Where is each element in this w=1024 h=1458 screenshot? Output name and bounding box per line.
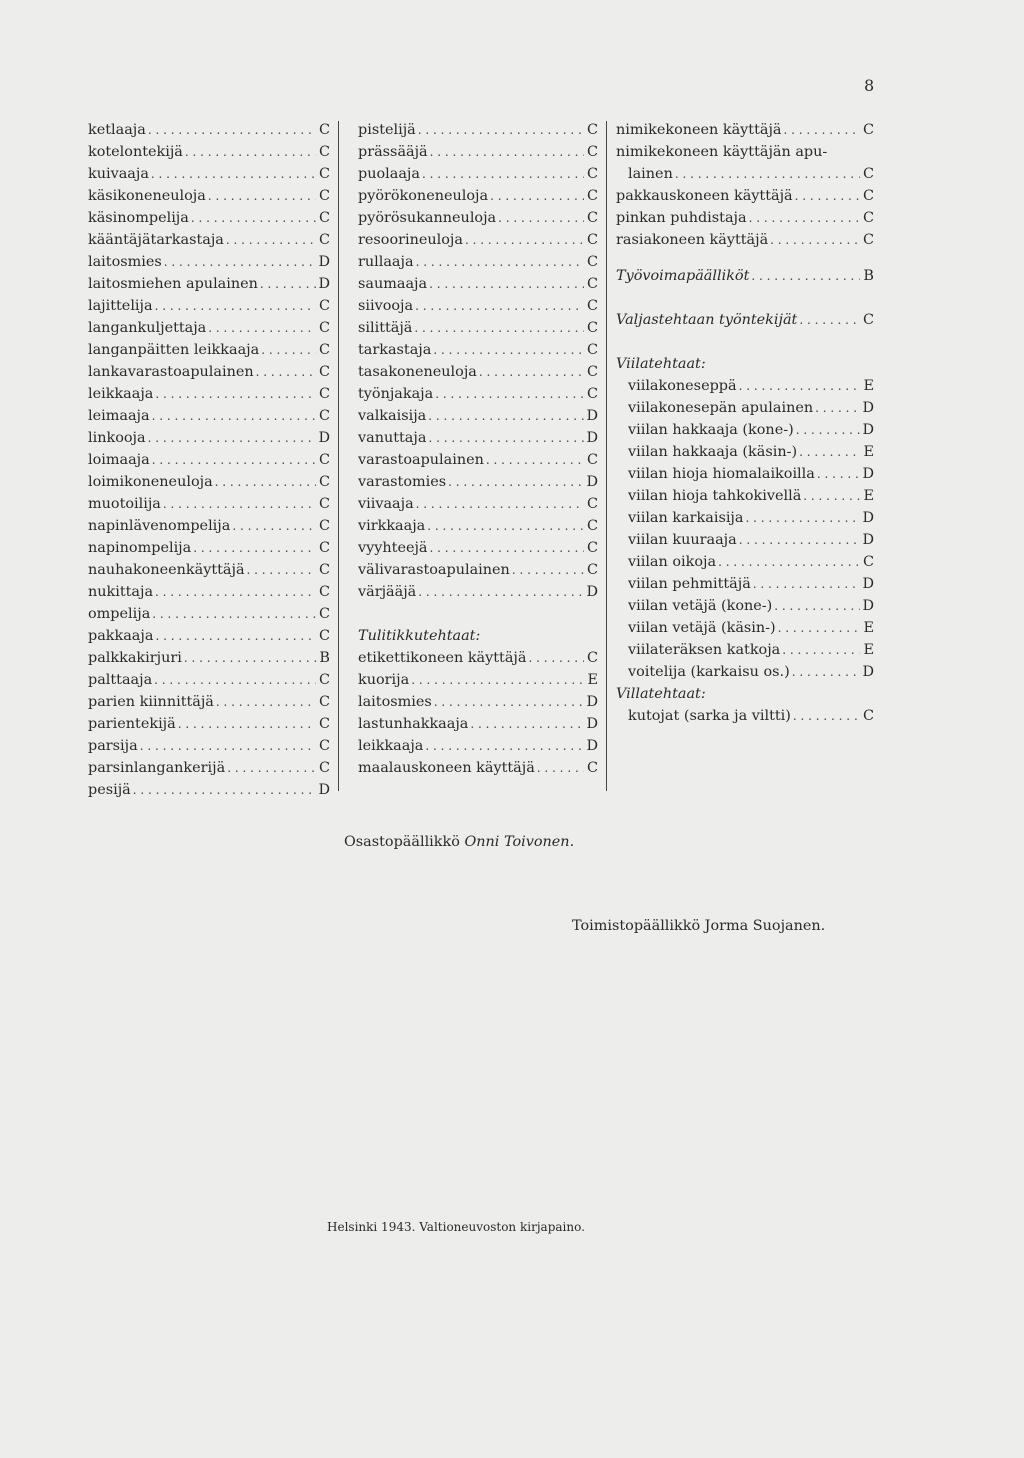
item-name: pakkaaja xyxy=(88,628,154,644)
item-grade: D xyxy=(586,716,598,732)
item-name: langankuljettaja xyxy=(88,320,207,336)
item-grade: D xyxy=(862,422,874,438)
column-2 xyxy=(358,119,598,779)
list-item xyxy=(88,383,330,405)
item-name: viilan oikoja xyxy=(628,554,717,570)
item-grade: C xyxy=(586,188,598,204)
list-item xyxy=(358,207,598,229)
list-item xyxy=(616,185,874,207)
list-item xyxy=(88,559,330,581)
item-grade: D xyxy=(318,782,330,798)
item-name: palttaaja xyxy=(88,672,153,688)
item-name: käsinompelija xyxy=(88,210,189,226)
item-grade: C xyxy=(586,518,598,534)
list-item xyxy=(88,361,330,383)
list-item xyxy=(88,405,330,427)
item-name: viilakonesepän apulainen xyxy=(628,400,814,416)
item-name: ompelija xyxy=(88,606,151,622)
list-item xyxy=(628,551,874,573)
item-name: ketlaaja xyxy=(88,122,146,138)
item-name: kutojat (sarka ja viltti) xyxy=(628,708,791,724)
item-name: loimaaja xyxy=(88,452,150,468)
item-grade: C xyxy=(318,584,330,600)
item-grade: C xyxy=(586,364,598,380)
list-item xyxy=(88,625,330,647)
item-name: loimikoneneuloja xyxy=(88,474,213,490)
item-grade: C xyxy=(318,738,330,754)
item-name: viilateräksen katkoja xyxy=(628,642,781,658)
item-name: napinlävenompelija xyxy=(88,518,231,534)
list-item xyxy=(628,419,874,441)
item-name: varastoapulainen xyxy=(358,452,484,468)
list-item xyxy=(88,515,330,537)
item-name: linkooja xyxy=(88,430,146,446)
item-name: maalauskoneen käyttäjä xyxy=(358,760,535,776)
item-name: nimikekoneen käyttäjän apu- xyxy=(616,144,828,160)
list-item xyxy=(358,713,598,735)
item-name: viilan karkaisija xyxy=(628,510,744,526)
item-grade: C xyxy=(318,540,330,556)
item-grade: C xyxy=(862,188,874,204)
item-grade: C xyxy=(586,254,598,270)
item-name: lainen xyxy=(628,166,673,182)
item-grade: C xyxy=(318,694,330,710)
item-grade: D xyxy=(862,576,874,592)
list-item xyxy=(88,317,330,339)
item-name: etikettikoneen käyttäjä xyxy=(358,650,527,666)
list-item xyxy=(88,207,330,229)
item-name: vyyhteejä xyxy=(358,540,428,556)
item-grade: C xyxy=(318,716,330,732)
list-item xyxy=(88,251,330,273)
list-item xyxy=(88,537,330,559)
section-heading-viilatehtaat: Viilatehtaat: xyxy=(616,356,706,372)
list-item xyxy=(616,163,874,185)
item-grade: E xyxy=(863,378,874,394)
item-grade: C xyxy=(586,496,598,512)
item-grade: C xyxy=(318,562,330,578)
item-grade: E xyxy=(863,488,874,504)
list-item xyxy=(616,141,874,163)
list-item-tyovoimapaallikot xyxy=(616,265,874,287)
item-name: välivarastoapulainen xyxy=(358,562,510,578)
item-name: nukittaja xyxy=(88,584,154,600)
item-name: viilan vetäjä (käsin-) xyxy=(628,620,776,636)
item-name: laitosmiehen apulainen xyxy=(88,276,258,292)
list-item xyxy=(358,185,598,207)
item-name: pistelijä xyxy=(358,122,416,138)
item-grade: C xyxy=(586,276,598,292)
list-item xyxy=(358,361,598,383)
column-divider xyxy=(338,121,339,791)
list-item xyxy=(88,427,330,449)
page-number: 8 xyxy=(864,76,875,95)
list-item xyxy=(616,229,874,251)
item-grade: C xyxy=(862,554,874,570)
item-grade: E xyxy=(587,672,598,688)
list-item xyxy=(628,441,874,463)
item-name: pakkauskoneen käyttäjä xyxy=(616,188,793,204)
item-name: parsinlangankerijä xyxy=(88,760,226,776)
item-grade: C xyxy=(318,386,330,402)
item-name: leikkaaja xyxy=(88,386,154,402)
list-item xyxy=(616,119,874,141)
list-item xyxy=(628,397,874,419)
item-grade: C xyxy=(586,232,598,248)
item-name: palkkakirjuri xyxy=(88,650,182,666)
item-grade: C xyxy=(318,496,330,512)
list-item xyxy=(358,229,598,251)
item-grade: C xyxy=(862,312,874,328)
item-grade: D xyxy=(586,408,598,424)
item-name: nauhakoneenkäyttäjä xyxy=(88,562,245,578)
list-item xyxy=(88,185,330,207)
list-item xyxy=(358,537,598,559)
item-name: viilan pehmittäjä xyxy=(628,576,751,592)
list-item xyxy=(358,559,598,581)
list-item xyxy=(88,229,330,251)
item-name: viilan hakkaaja (kone-) xyxy=(628,422,794,438)
item-grade: C xyxy=(318,298,330,314)
item-grade: C xyxy=(862,210,874,226)
list-item xyxy=(88,713,330,735)
item-grade: D xyxy=(586,584,598,600)
list-item xyxy=(358,647,598,669)
printer-footer: Helsinki 1943. Valtioneuvoston kirjapaino. xyxy=(327,1220,585,1234)
item-grade: C xyxy=(318,232,330,248)
item-grade: C xyxy=(318,210,330,226)
villatehtaat-list xyxy=(616,705,874,727)
list-item xyxy=(88,339,330,361)
list-item xyxy=(358,471,598,493)
item-name: leikkaaja xyxy=(358,738,424,754)
list-item xyxy=(88,735,330,757)
section-heading-tulitikkutehtaat: Tulitikkutehtaat: xyxy=(358,628,481,644)
item-grade: C xyxy=(862,708,874,724)
list-item xyxy=(358,163,598,185)
list-item xyxy=(88,273,330,295)
item-name: värjääjä xyxy=(358,584,417,600)
list-item xyxy=(628,529,874,551)
list-item xyxy=(88,691,330,713)
list-item xyxy=(88,493,330,515)
item-grade: C xyxy=(318,320,330,336)
item-grade: C xyxy=(586,144,598,160)
item-name: pesijä xyxy=(88,782,131,798)
item-name: nimikekoneen käyttäjä xyxy=(616,122,782,138)
signature-toimistopaallikko: Toimistopäällikkö Jorma Suojanen. xyxy=(572,918,826,934)
list-item xyxy=(358,515,598,537)
item-grade: C xyxy=(586,342,598,358)
item-name: rullaaja xyxy=(358,254,414,270)
item-name: kuivaaja xyxy=(88,166,149,182)
tulitikkutehtaat-list xyxy=(358,647,598,779)
section-heading-villatehtaat: Villatehtaat: xyxy=(616,686,706,702)
list-item xyxy=(88,779,330,801)
list-item xyxy=(628,463,874,485)
list-item xyxy=(88,119,330,141)
item-grade: C xyxy=(586,562,598,578)
item-grade: C xyxy=(586,540,598,556)
list-item xyxy=(358,141,598,163)
list-item xyxy=(358,427,598,449)
column-3 xyxy=(616,119,874,727)
item-grade: D xyxy=(862,664,874,680)
item-name: viilan hioja hiomalaikoilla xyxy=(628,466,815,482)
item-grade: C xyxy=(318,166,330,182)
list-item xyxy=(358,735,598,757)
list-item xyxy=(358,383,598,405)
item-grade: C xyxy=(318,760,330,776)
item-grade: D xyxy=(862,510,874,526)
item-grade: C xyxy=(318,452,330,468)
item-name: muotoilija xyxy=(88,496,161,512)
item-name: laitosmies xyxy=(88,254,162,270)
item-name: rasiakoneen käyttäjä xyxy=(616,232,769,248)
list-item-valjastehtaan xyxy=(616,309,874,331)
list-item xyxy=(88,647,330,669)
list-item xyxy=(88,581,330,603)
list-item xyxy=(88,471,330,493)
column-divider xyxy=(606,121,607,791)
item-grade: C xyxy=(586,166,598,182)
item-name: viilan hakkaaja (käsin-) xyxy=(628,444,798,460)
item-grade: C xyxy=(318,342,330,358)
viilatehtaat-list xyxy=(616,375,874,683)
item-name: Työvoimapäälliköt xyxy=(616,268,750,284)
item-grade: C xyxy=(318,364,330,380)
list-item xyxy=(88,163,330,185)
list-item xyxy=(628,705,874,727)
item-name: pyörösukanneuloja xyxy=(358,210,497,226)
list-item xyxy=(628,617,874,639)
item-grade: C xyxy=(586,452,598,468)
list-item xyxy=(88,449,330,471)
item-grade: D xyxy=(318,276,330,292)
item-name: napinompelija xyxy=(88,540,192,556)
item-name: lajittelija xyxy=(88,298,153,314)
list-item xyxy=(358,119,598,141)
item-grade: C xyxy=(318,628,330,644)
list-item xyxy=(88,295,330,317)
list-item xyxy=(358,273,598,295)
signature-osastopaallikko: Osastopäällikkö Onni Toivonen. xyxy=(344,834,575,850)
list-item xyxy=(616,207,874,229)
item-name: leimaaja xyxy=(88,408,150,424)
item-name: viilan hioja tahkokivellä xyxy=(628,488,802,504)
item-grade: C xyxy=(862,232,874,248)
list-item xyxy=(88,757,330,779)
item-name: tasakoneneuloja xyxy=(358,364,477,380)
list-item xyxy=(88,141,330,163)
item-name: parientekijä xyxy=(88,716,176,732)
column-1 xyxy=(88,119,330,801)
list-item xyxy=(628,375,874,397)
item-name: resoorineuloja xyxy=(358,232,463,248)
item-grade: E xyxy=(863,642,874,658)
column-2-list xyxy=(358,119,598,603)
item-name: työnjakaja xyxy=(358,386,434,402)
item-grade: C xyxy=(586,320,598,336)
item-grade: C xyxy=(318,606,330,622)
list-item xyxy=(358,757,598,779)
list-item xyxy=(358,581,598,603)
item-grade: C xyxy=(318,672,330,688)
item-name: kuorija xyxy=(358,672,410,688)
item-name: parien kiinnittäjä xyxy=(88,694,214,710)
item-grade: B xyxy=(863,268,874,284)
item-grade: C xyxy=(586,386,598,402)
list-item xyxy=(358,251,598,273)
item-name: viivaaja xyxy=(358,496,414,512)
list-item xyxy=(358,493,598,515)
item-name: pyörökoneneuloja xyxy=(358,188,489,204)
item-name: virkkaaja xyxy=(358,518,426,534)
list-item xyxy=(628,507,874,529)
item-grade: C xyxy=(318,474,330,490)
item-grade: C xyxy=(318,122,330,138)
item-name: Valjastehtaan työntekijät xyxy=(616,312,798,328)
list-item xyxy=(358,449,598,471)
item-name: viilan kuuraaja xyxy=(628,532,737,548)
list-item xyxy=(628,661,874,683)
item-grade: D xyxy=(318,254,330,270)
list-item xyxy=(358,317,598,339)
item-grade: C xyxy=(586,650,598,666)
list-item xyxy=(358,295,598,317)
item-grade: D xyxy=(586,430,598,446)
item-name: silittäjä xyxy=(358,320,413,336)
item-name: voitelija (karkaisu os.) xyxy=(628,664,790,680)
item-name: kotelontekijä xyxy=(88,144,183,160)
item-grade: D xyxy=(862,598,874,614)
item-grade: C xyxy=(318,408,330,424)
list-item xyxy=(358,405,598,427)
list-item xyxy=(358,339,598,361)
item-grade: C xyxy=(586,210,598,226)
list-item xyxy=(628,639,874,661)
item-grade: D xyxy=(862,532,874,548)
item-name: langanpäitten leikkaaja xyxy=(88,342,260,358)
item-grade: C xyxy=(318,144,330,160)
item-name: parsija xyxy=(88,738,138,754)
item-name: kääntäjätarkastaja xyxy=(88,232,224,248)
item-name: pinkan puhdistaja xyxy=(616,210,747,226)
item-grade: C xyxy=(862,166,874,182)
item-grade: D xyxy=(862,400,874,416)
signature-name: Onni Toivonen. xyxy=(464,834,575,850)
item-grade: C xyxy=(586,298,598,314)
item-grade: D xyxy=(862,466,874,482)
list-item xyxy=(358,691,598,713)
item-grade: E xyxy=(863,444,874,460)
list-item xyxy=(88,603,330,625)
list-item xyxy=(628,595,874,617)
item-name: laitosmies xyxy=(358,694,432,710)
item-grade: D xyxy=(318,430,330,446)
item-grade: D xyxy=(586,694,598,710)
item-name: tarkastaja xyxy=(358,342,432,358)
item-name: viilakoneseppä xyxy=(628,378,737,394)
item-name: siivooja xyxy=(358,298,414,314)
item-name: puolaaja xyxy=(358,166,420,182)
item-grade: C xyxy=(318,188,330,204)
item-name: käsikoneneuloja xyxy=(88,188,206,204)
item-name: valkaisija xyxy=(358,408,427,424)
item-name: lankavarastoapulainen xyxy=(88,364,254,380)
item-name: prässääjä xyxy=(358,144,428,160)
item-grade: C xyxy=(586,760,598,776)
item-grade: C xyxy=(318,518,330,534)
item-name: viilan vetäjä (kone-) xyxy=(628,598,773,614)
item-grade: B xyxy=(319,650,330,666)
list-item xyxy=(628,485,874,507)
item-grade: E xyxy=(863,620,874,636)
item-grade: D xyxy=(586,738,598,754)
list-item xyxy=(628,573,874,595)
list-item xyxy=(88,669,330,691)
item-grade: D xyxy=(586,474,598,490)
item-grade: C xyxy=(862,122,874,138)
item-name: vanuttaja xyxy=(358,430,427,446)
item-name: varastomies xyxy=(358,474,447,490)
list-item xyxy=(358,669,598,691)
item-name: lastunhakkaaja xyxy=(358,716,469,732)
item-grade: C xyxy=(586,122,598,138)
item-name: saumaaja xyxy=(358,276,428,292)
